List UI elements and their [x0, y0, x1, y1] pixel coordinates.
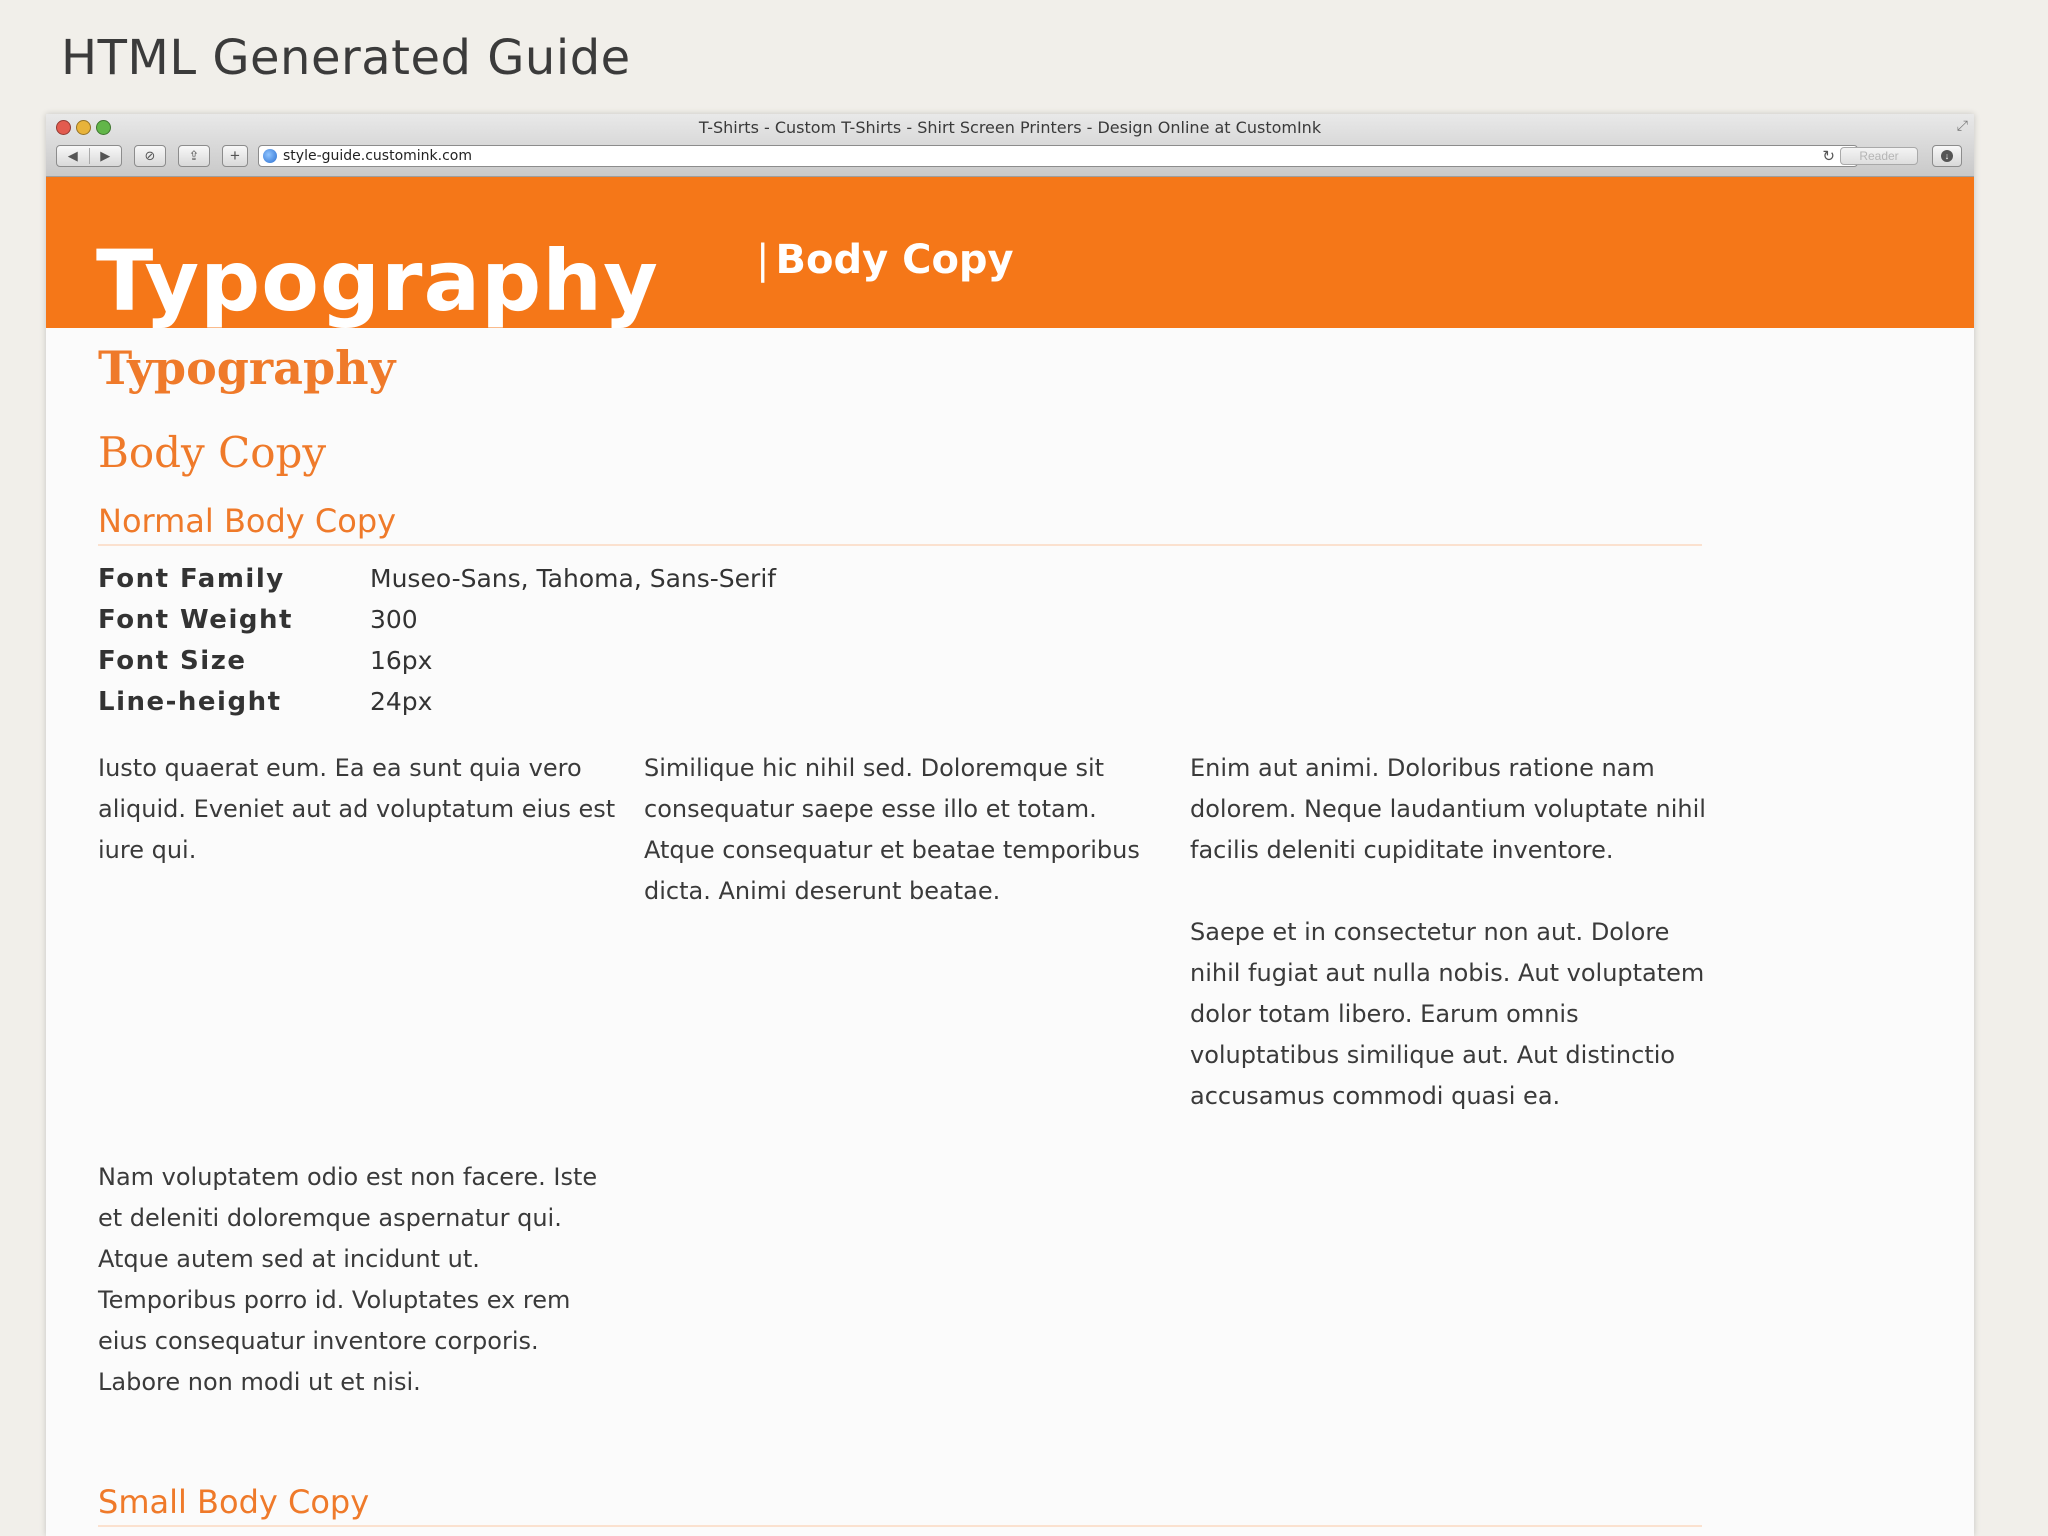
spec-label: Line-height	[98, 687, 282, 717]
reader-button[interactable]: Reader	[1840, 147, 1918, 165]
body-paragraph: Enim aut animi. Doloribus ratione nam dolorem. Neque laudantium voluptate nihil facilis deleniti cupiditate inventore.	[1190, 754, 1706, 864]
spec-row	[98, 605, 776, 646]
browser-window	[46, 114, 1974, 1536]
spec-table	[98, 564, 776, 728]
reload-icon[interactable]: ↻	[1822, 148, 1835, 165]
body-paragraph: Similique hic nihil sed. Doloremque sit consequatur saepe esse illo et totam. Atque consequatur et beatae temporibus dicta. Animi deserunt beatae.	[644, 754, 1140, 905]
hero-separator: |	[756, 237, 770, 283]
body-column-3	[1190, 748, 1710, 1117]
spec-label: Font Size	[98, 646, 247, 676]
body-column-1-continued	[98, 1157, 618, 1403]
back-arrow-icon[interactable]: ◀	[67, 148, 78, 163]
download-button[interactable]	[1932, 145, 1962, 167]
spec-value: Museo-Sans, Tahoma, Sans-Serif	[370, 564, 777, 593]
share-icon[interactable]: ⇪	[178, 145, 210, 167]
section-heading-small: Small Body Copy	[98, 1483, 1702, 1527]
back-forward-group	[56, 145, 122, 167]
download-icon: ↓	[1941, 150, 1953, 162]
section-heading-normal: Normal Body Copy	[98, 502, 1702, 546]
hero-subtitle-text: Body Copy	[775, 237, 1014, 283]
page-hero-banner	[46, 177, 1974, 328]
body-paragraph: Nam voluptatem odio est non facere. Iste et deleniti doloremque aspernatur qui. Atque autem sed at incidunt ut. Temporibus porro id. Voluptates ex rem eius consequatur inventore corporis. Labore non modi ut et nisi.	[98, 1163, 598, 1396]
forward-arrow-icon[interactable]: ▶	[89, 148, 122, 164]
window-title: T-Shirts - Custom T-Shirts - Shirt Screen Printers - Design Online at CustomInk	[698, 118, 1322, 137]
hero-title: Typography	[96, 232, 659, 328]
plus-icon[interactable]: +	[222, 145, 248, 167]
fullscreen-icon[interactable]: ⤢	[1956, 117, 1968, 133]
address-bar[interactable]	[258, 145, 1858, 167]
url-text: style-guide.customink.com	[283, 148, 472, 164]
body-paragraph: Iusto quaerat eum. Ea ea sunt quia vero aliquid. Eveniet aut ad voluptatum eius est iure qui.	[98, 754, 616, 864]
hero-subtitle	[756, 237, 1014, 283]
browser-toolbar	[46, 114, 1974, 177]
spec-value: 16px	[370, 646, 433, 675]
body-column-1	[98, 748, 618, 871]
spec-row	[98, 687, 776, 728]
page-heading: Typography	[98, 341, 396, 395]
spec-row	[98, 646, 776, 687]
page-subheading: Body Copy	[98, 428, 327, 477]
body-column-2	[644, 748, 1164, 912]
reading-list-icon[interactable]: ⊘	[134, 145, 166, 167]
slide-title: HTML Generated Guide	[61, 30, 631, 86]
spec-value: 300	[370, 605, 418, 634]
body-paragraph: Saepe et in consectetur non aut. Dolore nihil fugiat aut nulla nobis. Aut voluptatem dolor totam libero. Earum omnis voluptatibus similique aut. Aut distinctio accusamus commodi quasi ea.	[1190, 918, 1705, 1110]
spec-label: Font Family	[98, 564, 285, 594]
spec-label: Font Weight	[98, 605, 293, 635]
spec-value: 24px	[370, 687, 433, 716]
globe-icon	[263, 149, 277, 163]
spec-row	[98, 564, 776, 605]
